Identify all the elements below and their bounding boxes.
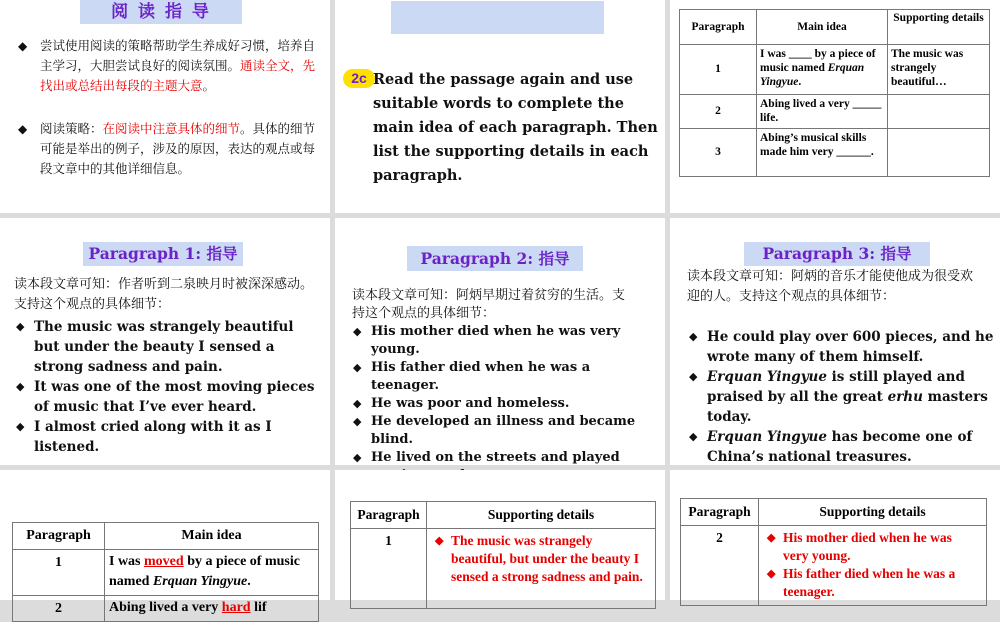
slide-title: Paragraph 2: 指导 <box>407 246 583 271</box>
detail-list <box>16 317 316 457</box>
diamond-bullet-icon: ◆ <box>689 330 698 343</box>
list-item: ◆ He developed an illness and became blind. <box>353 414 636 447</box>
list-item: ◆ He could play over 600 pieces, and he wrote many of them himself. <box>689 329 994 365</box>
table-row: 1 I was moved by a piece of music named Erquan Yingyue. <box>13 550 319 596</box>
diamond-bullet-icon: ◆ <box>16 420 25 433</box>
title-placeholder <box>391 1 604 34</box>
slide-title: 阅 读 指 导 <box>80 0 242 24</box>
diamond-bullet-icon: ◆ <box>689 370 698 383</box>
table-row: 2 Abing lived a very _____ life. <box>680 95 990 129</box>
slide-paragraph-2 <box>335 218 665 465</box>
diamond-bullet-icon: ◆ <box>353 361 362 374</box>
col-header-main-idea: Main idea <box>757 10 888 45</box>
main-idea-table: Paragraph Main idea 1 I was moved by a piece of music named Erquan Yingyue. 2 Abing lived a very hard lif <box>12 522 319 622</box>
slide-reading-guide <box>0 0 330 213</box>
badge-2c: 2c <box>343 69 375 88</box>
slide-title: Paragraph 1: 指导 <box>83 242 243 266</box>
diamond-bullet-icon: ◆ <box>353 415 362 428</box>
diamond-bullet-icon: ◆ <box>18 122 28 136</box>
detail-list <box>353 323 653 485</box>
list-item: ◆ He lived on the streets and played <box>353 450 620 465</box>
answer-text: moved <box>144 554 184 569</box>
diamond-bullet-icon: ◆ <box>689 430 698 443</box>
list-item: ◆ His father died when he was a teenager. <box>353 360 591 393</box>
bullet-1: ◆ 尝试使用阅读的策略帮助学生养成好习惯，培养自主学习，大胆尝试良好的阅读氛围。通读全文，先找出或总结出每段的主题大意。 <box>18 38 316 93</box>
col-header-paragraph: Paragraph <box>680 10 757 45</box>
highlight-text: 通读全文，先找出或总结出每段的主题大意 <box>40 58 316 93</box>
list-item: ◆ The music was strangely beautiful but under the beauty I sensed a strong sadness and pain. <box>16 319 294 375</box>
table-row: 3 Abing’s musical skills made him very ______. <box>680 129 990 177</box>
answer-text: hard <box>221 600 251 615</box>
slide-details-p2 <box>670 470 1000 600</box>
details-table: Paragraph Supporting details 1 ◆ The music was strangely beautiful, but under the beauty I sensed a strong sadness and pain. <box>350 501 656 609</box>
diamond-bullet-icon: ◆ <box>16 380 25 393</box>
list-item: ◆ His mother died when he was very young. <box>353 324 621 357</box>
main-idea-table <box>679 9 990 177</box>
slide-title: Paragraph 3: 指导 <box>744 242 930 266</box>
diamond-bullet-icon: ◆ <box>353 397 362 410</box>
list-item: ◆ I almost cried along with it as I listened. <box>16 419 272 455</box>
diamond-bullet-icon: ◆ <box>18 39 28 53</box>
diamond-bullet-icon: ◆ <box>435 535 444 547</box>
list-item: ◆ Erquan Yingyue has become one of China’s national treasures. <box>689 429 973 465</box>
intro-text: 读本段文章可知：作者听到二泉映月时被深深感动。支持这个观点的具体细节： <box>14 277 314 312</box>
slide-2c-instruction <box>335 0 665 213</box>
diamond-bullet-icon: ◆ <box>767 568 776 580</box>
table-row: 2 ◆ His mother died when he was very young. ◆ His father died when he was a teenager. <box>681 526 987 606</box>
details-table: Paragraph Supporting details 2 ◆ His mother died when he was very young. ◆ His father died when he was a teenager. <box>680 498 987 606</box>
slide-details-p1 <box>335 470 665 600</box>
slide-paragraph-1 <box>0 218 330 465</box>
diamond-bullet-icon: ◆ <box>353 325 362 338</box>
list-item: ◆ It was one of the most moving pieces of music that I’ve ever heard. <box>16 379 315 415</box>
instruction-text: Read the passage again and use suitable words to complete the main idea of each paragraph. Then list the supporting details in each paragraph. <box>373 71 658 184</box>
table-row: 2 Abing lived a very hard lif <box>13 596 319 622</box>
slide-main-idea-answers <box>0 470 330 616</box>
intro-text: 读本段文章可知：阿炳的音乐才能使他成为很受欢迎的人。支持这个观点的具体细节： <box>687 269 974 304</box>
table-row: 1 ◆ The music was strangely beautiful, but under the beauty I sensed a strong sadness and pain. <box>351 529 656 609</box>
list-item: ◆ He was poor and homeless. <box>353 396 570 411</box>
diamond-bullet-icon: ◆ <box>767 532 776 544</box>
intro-text: 读本段文章可知：阿炳早期过着贫穷的生活。支持这个观点的具体细节： <box>352 288 626 321</box>
highlight-text: 在阅读中注意具体的细节 <box>102 121 241 136</box>
col-header-details: Supporting details <box>888 10 990 45</box>
slide-table-blank <box>670 0 1000 213</box>
detail-list <box>689 327 994 467</box>
bullet-2: ◆ 阅读策略：在阅读中注意具体的细节。具体的细节可能是举出的例子，涉及的原因，表达的观点或每段文章中的其他详细信息。 <box>18 121 316 176</box>
table-row: 1 I was ____ by a piece of music named Erquan Yingyue. The music was strangely beautiful… <box>680 45 990 95</box>
list-item: ◆ Erquan Yingyue is still played and praised by all the great erhu masters today. <box>689 369 988 425</box>
diamond-bullet-icon: ◆ <box>16 320 25 333</box>
slide-paragraph-3 <box>670 218 1000 465</box>
diamond-bullet-icon: ◆ <box>353 451 362 464</box>
